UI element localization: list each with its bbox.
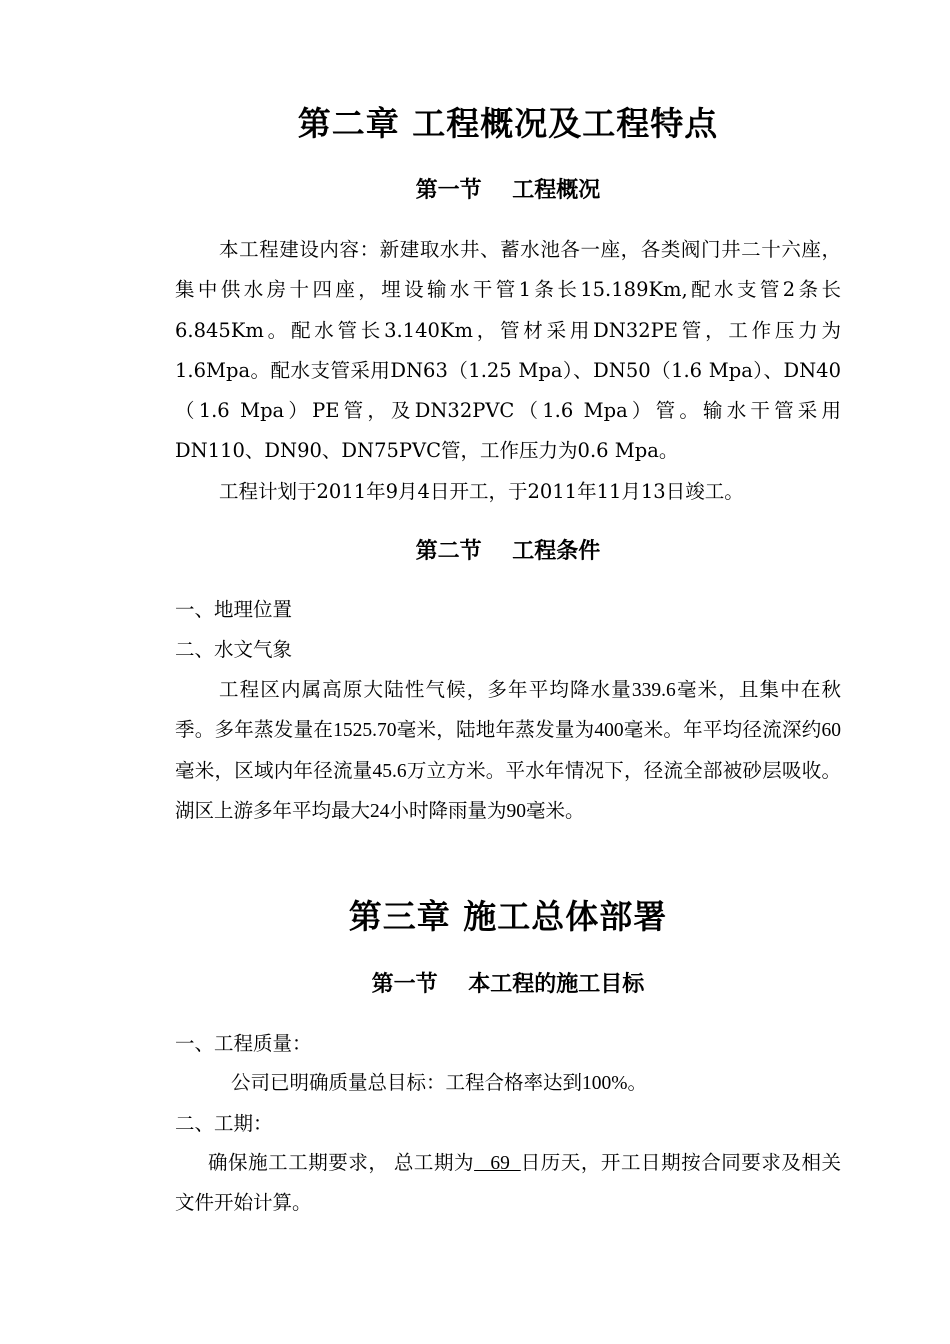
hydrology-heading: 二、水文气象 (175, 638, 293, 661)
schedule-suffix: 日历天，开工日期按合同要求及相关文件开始计算。 (175, 1153, 841, 1215)
quality-target-text: 公司已明确质量总目标：工程合格率达到100%。 (231, 1073, 647, 1094)
chapter-2-section-2-title: 第二节 工程条件 (415, 539, 601, 564)
project-overview-paragraph: 本工程建设内容：新建取水井、蓄水池各一座，各类阀门井二十六座，集中供水房十四座，埋设输水干管1条长15.189Km,配水支管2条长6.845Km。配水管长3.140Km，管材采用DN32PE管，工作压力为1.6Mpa。配水支管采用DN63（1.25 Mpa）、DN50（1.6 Mpa）、DN40（1.6 Mpa）PE管，及DN32PVC（1.6 Mpa）管。输水干管采用DN110、DN90、DN75PVC管，工作压力为0.6 Mpa。 (175, 238, 841, 463)
schedule-prefix: 确保施工工期要求， 总工期为 (208, 1153, 475, 1174)
schedule-paragraph (175, 1144, 841, 1225)
quality-heading: 一、工程质量： (175, 1032, 312, 1055)
chapter-3-title: 第三章 施工总体部署 (348, 897, 668, 936)
climate-paragraph: 工程区内属高原大陆性气候，多年平均降水量339.6毫米，且集中在秋季。多年蒸发量在1525.70毫米，陆地年蒸发量为400毫米。年平均径流深约60毫米，区域内年径流量45.6万立方米。平水年情况下，径流全部被砂层吸收。湖区上游多年平均最大24小时降雨量为90毫米。 (175, 680, 841, 822)
chapter-2-title: 第二章 工程概况及工程特点 (297, 104, 719, 143)
total-days-value: 69 (474, 1153, 521, 1174)
chapter-3-section-1-title: 第一节 本工程的施工目标 (371, 972, 645, 997)
geography-heading: 一、地理位置 (175, 598, 293, 621)
schedule-heading: 二、工期： (175, 1112, 273, 1135)
chapter-2-section-1-title: 第一节 工程概况 (415, 178, 601, 203)
project-schedule-paragraph: 工程计划于2011年9月4日开工，于2011年11月13日竣工。 (219, 480, 744, 503)
